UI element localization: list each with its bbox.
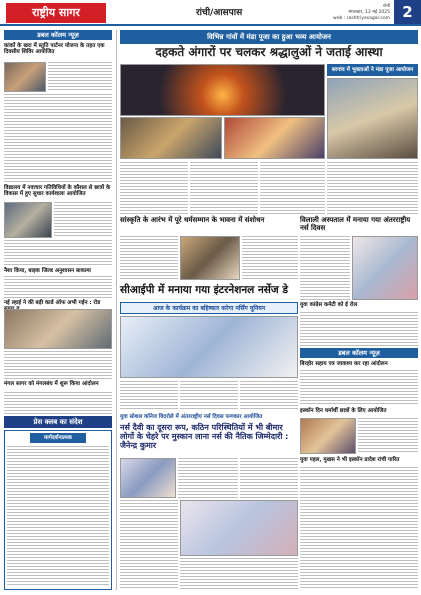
column-rule: [116, 30, 117, 590]
mid-text-1: [120, 236, 178, 280]
bottom-text-4: [120, 542, 178, 590]
side-headline-2: बिरहोर सहाय पत्र जावाश्य कर रहा आंदोलन: [300, 361, 388, 367]
left-article-text-4: [4, 351, 112, 379]
bottom-photo-1: [120, 458, 176, 498]
left-headline-5: मंगल सागर को मंगलबंध में शुरू किया आंदोलन: [4, 381, 99, 387]
right-caption: बरगांव में भुक्ताओं ने मंडा पूजा आयोजन: [331, 67, 414, 73]
page-number: 2: [394, 0, 421, 24]
banner-text-col-2: [190, 162, 258, 214]
fire-walk-photo: [120, 64, 325, 116]
left-article-text-3: [4, 276, 112, 300]
dateline: रांची मंगलवार, 13 मई 2025 web : rashtriyasagar.com: [333, 4, 390, 21]
banner-headline: दहकते अंगारों पर चलकर श्रद्धालुओं ने जताई आस्था: [155, 45, 383, 59]
banner-text-col-3: [260, 162, 325, 214]
nurses-caption: आज के कार्यक्रम का बहिष्कार करेगा नर्सिंग यूनियन: [152, 305, 266, 312]
newspaper-logo: राष्ट्रीय सागर: [6, 3, 106, 23]
nurses-text-2: [180, 381, 238, 409]
left-photo-1: [4, 62, 46, 92]
mid-photo-1: [180, 236, 240, 280]
nurses-text-1: [120, 381, 178, 409]
side-headline-4: युवा पहल, मुखस ने भी इस्कॉन प्रादेश रांची पारित: [300, 457, 400, 463]
nurses-text-3: [240, 381, 298, 409]
side-text-3: [358, 418, 418, 454]
side-headline-1: युवा कांग्रेस कमेटी को ई रोल: [300, 302, 358, 308]
press-club-bar: प्रेस क्लब का संदेश: [4, 416, 112, 428]
bottom-kicker: युवा सोशल कॉनेज विदरोले में अंतरराष्ट्रीय नर्स दिवस फणकार आयोजित: [120, 414, 263, 420]
section-title: रांची/आसपास: [196, 8, 243, 18]
banner-text-col-1: [120, 162, 188, 214]
nurse-photo-right: [352, 236, 418, 300]
left-article-text-5: [4, 392, 112, 414]
nurses-group-photo: [120, 316, 298, 378]
left-headline-1: कांकों के खरा में स्तुति पार्टनर योजना के तहत एक दिवसीय शिविर आयोजित: [4, 43, 105, 56]
left-article-text-2b: [4, 240, 112, 266]
banner-subheadline: विभिन्न गांवों में मंडा पूजा का हुआ भव्य आयोजन: [207, 33, 331, 41]
editorial-label: मार्गदर्शनात्मक: [30, 433, 86, 443]
side-text-4: [300, 467, 418, 590]
banner-text-col-4: [327, 162, 418, 214]
bottom-headline: नर्स दैवी का दूसरा रूप, कठिन परिस्थितियों में भी बीमार लोगों के चेहरे पर मुस्कान लाना नर्स की नैतिक जिम्मेदारी : जैनेन्द्र कुमार: [120, 423, 289, 451]
left-headline-2: विद्यालय में नवाचार गतिविधियों के कौशल से छात्रों के विकास में हुए सुधार कार्यशाला आयोजित: [4, 185, 111, 198]
festival-photo-2: [224, 117, 325, 159]
mid-headline-right: विलाली अस्पताल में मनाया गया अंतरराष्ट्रीय नर्स दिवस: [300, 216, 411, 233]
bottom-text-5: [180, 558, 298, 590]
nurses-day-headline: सीआईपी में मनाया गया इंटरनेशनल नर्सेज डे: [120, 284, 288, 296]
bottom-photo-2: [180, 500, 298, 556]
mid-text-3: [300, 236, 350, 300]
left-photo-2: [4, 202, 52, 238]
double-column-label: डबल कॉलम न्यूज़: [4, 30, 112, 40]
mid-text-2: [242, 236, 298, 280]
bottom-text-2: [240, 458, 298, 498]
side-photo: [300, 418, 356, 454]
right-top-photo: [327, 78, 418, 159]
mid-headline-left: सांस्कृति के आरंभ में पूरे धर्मसम्मान के भावना में संशोधन: [120, 216, 265, 224]
left-article-text-1b: [4, 94, 112, 182]
side-text-2: [300, 370, 418, 406]
side-headline-3: इस्कॉन दिन धर्मार्थी छात्रों के लिए आयोजित: [300, 408, 387, 414]
side-text-1: [300, 312, 418, 346]
editorial-text: [7, 446, 109, 586]
bottom-text-3: [120, 500, 178, 540]
double-column-label-2: डबल कॉलम न्यूज़: [300, 348, 418, 358]
left-headline-4: नई ल्हाई ने की बड़ी कार्ड ऑफ अभी गईन : रोड: [4, 300, 101, 306]
left-headline-3: नैशा किया, बाइक जिल्ड अनुशासन बाकामा: [4, 268, 91, 274]
left-article-text-1: [48, 62, 112, 92]
bottom-text-1: [178, 458, 238, 498]
left-photo-3: [4, 309, 112, 349]
left-article-text-2: [54, 202, 112, 238]
festival-photo-1: [120, 117, 222, 159]
